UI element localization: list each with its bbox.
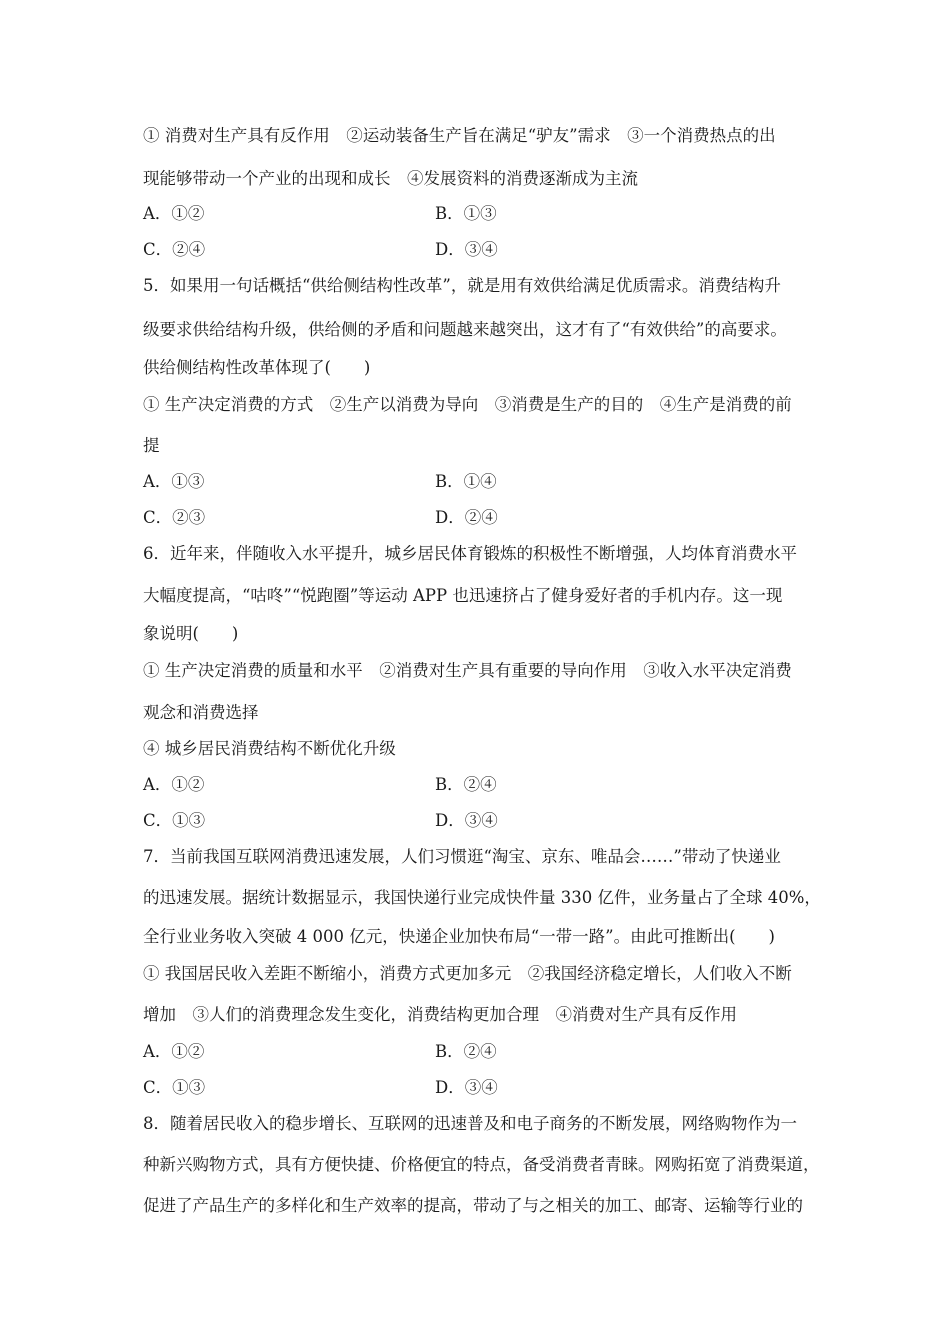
q7-option-b[interactable]: B．②④ [435, 1042, 497, 1061]
q6-option-d[interactable]: D．③④ [435, 811, 498, 830]
q4-option-c[interactable]: C．②④ [143, 240, 206, 259]
q5-option-d[interactable]: D．②④ [435, 508, 498, 527]
q6-statements-line-3: ④ 城乡居民消费结构不断优化升级 [143, 739, 396, 758]
q5-stem-line-1: 5．如果用一句话概括“供给侧结构性改革”，就是用有效供给满足优质需求。消费结构升 [143, 276, 781, 295]
q5-stem-line-2: 级要求供给结构升级，供给侧的矛盾和问题越来越突出，这才有了“有效供给”的高要求。 [143, 320, 787, 339]
q7-stem-line-2: 的迅速发展。据统计数据显示，我国快递行业完成快件量 330 亿件，业务量占了全球 40%， [143, 888, 821, 907]
q6-option-c[interactable]: C．①③ [143, 811, 206, 830]
q6-stem-line-3: 象说明( ) [143, 624, 239, 643]
q4-statements-line-1: ① 消费对生产具有反作用 ②运动装备生产旨在满足“驴友”需求 ③一个消费热点的出 [143, 126, 776, 145]
q7-option-c[interactable]: C．①③ [143, 1078, 206, 1097]
q5-statements-line-2: 提 [143, 436, 160, 455]
q7-stem-line-3: 全行业业务收入突破 4 000 亿元，快递企业加快布局“一带一路”。由此可推断出( ) [143, 927, 775, 946]
q6-option-a[interactable]: A．①② [143, 775, 205, 794]
q7-statements-line-1: ① 我国居民收入差距不断缩小，消费方式更加多元 ②我国经济稳定增长，人们收入不断 [143, 964, 792, 983]
q6-stem-line-2: 大幅度提高，“咕咚”“悦跑圈”等运动 APP 也迅速挤占了健身爱好者的手机内存。这一现 [143, 586, 783, 605]
q5-statements-line-1: ① 生产决定消费的方式 ②生产以消费为导向 ③消费是生产的目的 ④生产是消费的前 [143, 395, 792, 414]
q6-stem-line-1: 6．近年来，伴随收入水平提升，城乡居民体育锻炼的积极性不断增强，人均体育消费水平 [143, 544, 797, 563]
q7-option-d[interactable]: D．③④ [435, 1078, 498, 1097]
q6-option-b[interactable]: B．②④ [435, 775, 497, 794]
q7-stem-line-1: 7．当前我国互联网消费迅速发展，人们习惯逛“淘宝、京东、唯品会……”带动了快递业 [143, 847, 781, 866]
q4-option-d[interactable]: D．③④ [435, 240, 498, 259]
q5-stem-line-3: 供给侧结构性改革体现了( ) [143, 358, 371, 377]
q8-stem-line-1: 8．随着居民收入的稳步增长、互联网的迅速普及和电子商务的不断发展，网络购物作为一 [143, 1114, 797, 1133]
q8-stem-line-2: 种新兴购物方式，具有方便快捷、价格便宜的特点，备受消费者青睐。网购拓宽了消费渠道， [143, 1155, 820, 1174]
q5-option-b[interactable]: B．①④ [435, 472, 497, 491]
q5-option-a[interactable]: A．①③ [143, 472, 205, 491]
q7-option-a[interactable]: A．①② [143, 1042, 205, 1061]
q4-option-b[interactable]: B．①③ [435, 204, 497, 223]
q6-statements-line-2: 观念和消费选择 [143, 703, 259, 722]
q4-statements-line-2: 现能够带动一个产业的出现和成长 ④发展资料的消费逐渐成为主流 [143, 169, 638, 188]
q8-stem-line-3: 促进了产品生产的多样化和生产效率的提高，带动了与之相关的加工、邮寄、运输等行业的 [143, 1196, 803, 1215]
q6-statements-line-1: ① 生产决定消费的质量和水平 ②消费对生产具有重要的导向作用 ③收入水平决定消费 [143, 661, 792, 680]
q7-statements-line-2: 增加 ③人们的消费理念发生变化，消费结构更加合理 ④消费对生产具有反作用 [143, 1005, 737, 1024]
q5-option-c[interactable]: C．②③ [143, 508, 206, 527]
q4-option-a[interactable]: A．①② [143, 204, 205, 223]
